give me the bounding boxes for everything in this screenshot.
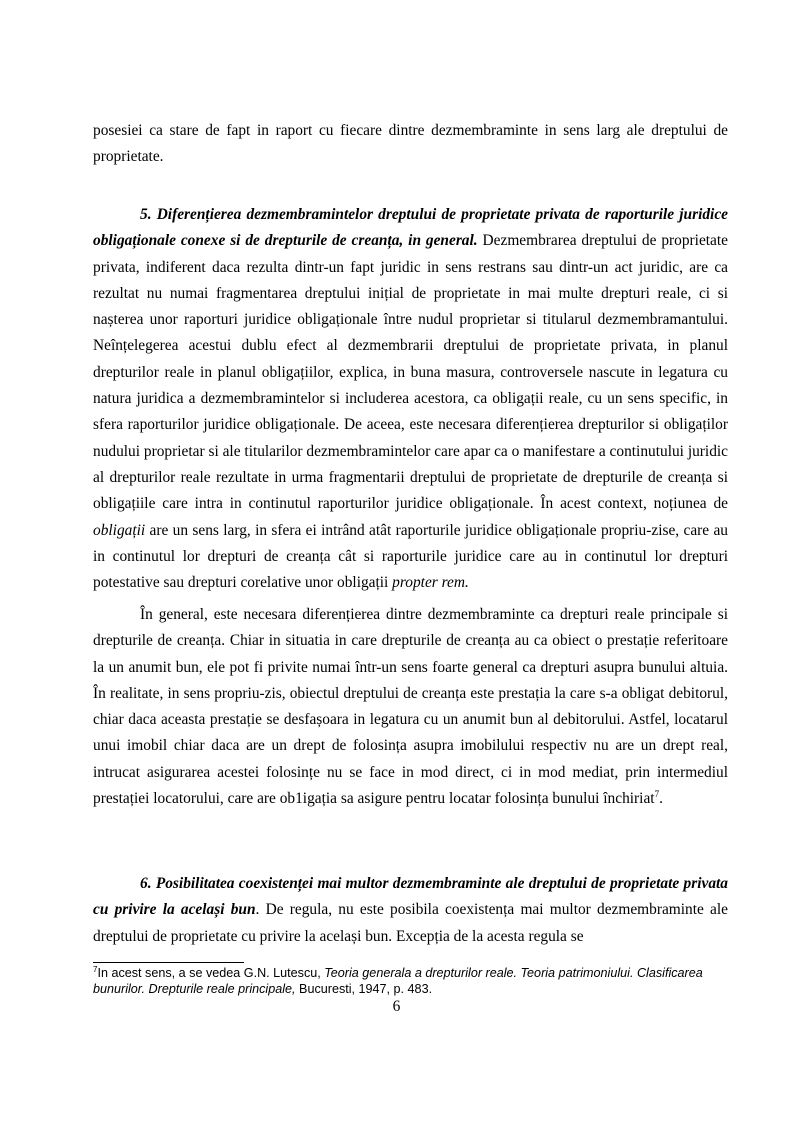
footnote-citation: Bucuresti, 1947, p. 483.: [295, 981, 433, 996]
footnote: [93, 966, 728, 997]
paragraph-continuation: [93, 118, 728, 171]
footnote-separator: [93, 962, 244, 963]
footnote-book-title: Teoria generala a drepturilor reale. Teoria patrimoniului. Clasificarea bunurilor. Drepturile reale principale,: [93, 966, 703, 996]
section-5-paragraph: [93, 202, 728, 596]
footnote-reference[interactable]: 7: [654, 788, 660, 799]
section-6-heading: 6. Posibilitatea coexistenței mai multor dezmembraminte ale dreptului de proprietate privata cu privire la același bun: [93, 875, 728, 919]
section-5-italic-term: obligații: [93, 521, 146, 539]
section-6-paragraph: [93, 871, 728, 950]
section-5-heading: 5. Diferențierea dezmembramintelor dreptului de proprietate privata de raporturile juridice obligaționale conexe si de drepturile de creanța, in general.: [93, 206, 728, 250]
page-number: 6: [392, 998, 401, 1015]
section-5-text: Dezmembrarea dreptului de proprietate privata, indiferent daca rezulta dintr-un fapt juridic in sens restrans sau dintr-un act juridic, are ca rezultat nu numai fragmentarea dreptului inițial de proprietate in mai multe drepturi reale, ci si nașterea unor raporturi juridice obligaționale între nudul proprietar si titularul dezmembramantului. Neînțelegerea acestui dublu efect al dezmembrarii dreptului de proprietate privata, in planul drepturilor reale in planul obligațiilor, explica, in buna masura, controversele nascute in legatura cu natura juridica a dezmembramintelor si includerea acestora, ca obligații reale, cu un sens specific, in sfera raporturilor juridice obligaționale. De aceea, este necesara diferențierea drepturilor si obligaților nudului proprietar si ale titularilor dezmembramintelor care apar ca o manifestare a continutului juridic al drepturilor reale rezultate in urma fragmentarii dreptului de proprietate de drepturile de creanța si obligațiile care intra in continutul raporturilor juridice obligaționale. În acest context, noțiunea de: [93, 232, 728, 513]
footnote-text: In acest sens, a se vedea G.N. Lutescu,: [97, 966, 325, 980]
footnote-number: 7: [93, 964, 98, 974]
paragraph-end: .: [659, 790, 663, 808]
section-6-text: . De regula, nu este posibila coexistența mai multor dezmembraminte ale dreptului de proprietate cu privire la același bun. Excepția de la acesta regula se: [93, 901, 728, 945]
paragraph-text: În general, este necesara diferențierea dintre dezmembraminte ca drepturi reale principale si drepturile de creanța. Chiar in situatia in care drepturile de creanța au ca obiect o prestație referitoare la un anumit bun, ele pot fi privite numai într-un sens foarte general ca drepturi asupra bunului altuia. În realitate, in sens propriu-zis, obiectul dreptului de creanța este prestația la care s-a obligat debitorul, chiar daca aceasta prestație se desfașoara in legatura cu un anumit bun al debitorului. Astfel, locatarul unui imobil chiar daca are un drept de folosința asupra imobilului respectiv nu are un drept real, intrucat asigurarea acestei folosințe nu se face in mod direct, ci in mod mediat, prin intermediul prestației locatorului, care are ob1igația sa asigure pentru locatar folosința bunului închiriat: [93, 606, 728, 808]
section-5-italic-latin: propter rem.: [392, 574, 469, 592]
section-5-text-continued: are un sens larg, in sfera ei intrând atât raporturile juridice obligaționale propriu-zise, care au in continutul lor drepturi de creanța cât si raporturile juridice care au in continutul lor drepturi potestative sau drepturi corelative unor obligații: [93, 521, 728, 592]
section-5-second-paragraph: [93, 602, 728, 812]
paragraph-text: posesiei ca stare de fapt in raport cu fiecare dintre dezmembraminte in sens larg ale dreptului de proprietate.: [93, 122, 728, 166]
